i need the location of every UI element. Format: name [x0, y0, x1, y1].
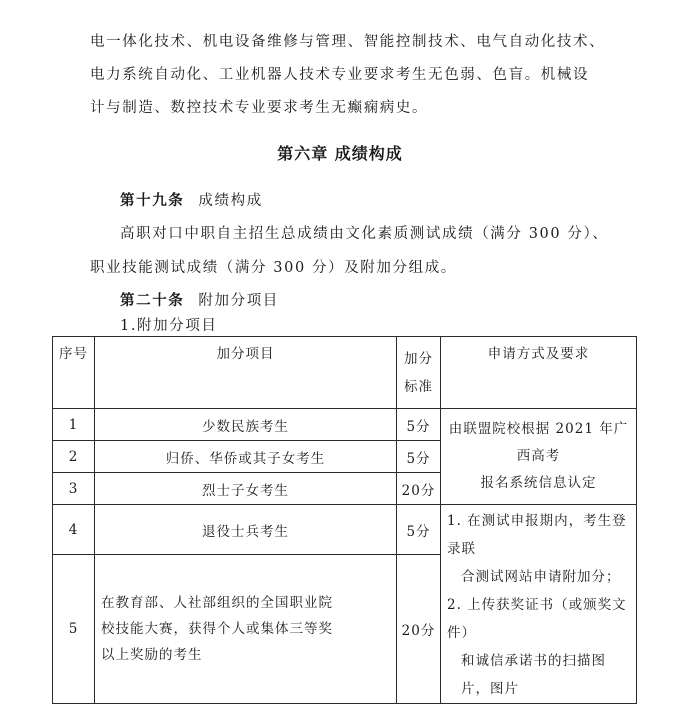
article-20-heading	[120, 289, 279, 310]
row-5-item-line-3: 以上奖励的考生	[101, 647, 203, 664]
article-19-text-line-2: 职业技能测试成绩（满分 300 分）及附加分组成。	[90, 260, 457, 276]
row-5-item-line-1: 在教育部、人社部组织的全国职业院	[101, 595, 333, 612]
requirement-b	[441, 505, 637, 704]
row-1-item: 少数民族考生	[95, 409, 397, 441]
bonus-points-table	[52, 336, 637, 704]
row-1-score: 5分	[397, 409, 441, 441]
row-4-no: 4	[53, 505, 95, 555]
row-3-item: 烈士子女考生	[95, 473, 397, 505]
article-19-number: 第十九条	[120, 192, 185, 209]
chapter-title: 第六章 成绩构成	[277, 144, 403, 163]
row-3-score: 20分	[397, 473, 441, 505]
requirement-a-line-2: 报名系统信息认定	[480, 475, 597, 491]
header-score-line-2: 标准	[404, 378, 433, 395]
table-row	[53, 505, 637, 555]
requirement-b-line-1: 1. 在测试申报期内，考生登录联	[447, 513, 627, 557]
row-5-item	[95, 555, 397, 704]
row-2-score: 5分	[397, 441, 441, 473]
requirement-b-line-3: 2. 上传获奖证书（或颁奖文件）	[447, 597, 627, 641]
row-5-score: 20分	[397, 555, 441, 704]
article-20-number: 第二十条	[120, 292, 185, 309]
requirement-a	[441, 409, 637, 505]
header-requirement: 申请方式及要求	[441, 337, 637, 409]
header-score-line-1: 加分	[404, 350, 433, 367]
table-header-row	[53, 337, 637, 409]
header-item: 加分项目	[95, 337, 397, 409]
article-19-name: 成绩构成	[198, 193, 263, 209]
article-19-text-line-1: 高职对口中职自主招生总成绩由文化素质测试成绩（满分 300 分）、	[120, 226, 609, 242]
row-1-no: 1	[53, 409, 95, 441]
article-19-heading	[120, 189, 263, 210]
header-no: 序号	[53, 337, 95, 409]
intro-line-2: 电力系统自动化、工业机器人技术专业要求考生无色弱、色盲。机械设	[90, 67, 590, 83]
row-3-no: 3	[53, 473, 95, 505]
row-4-item: 退役士兵考生	[95, 505, 397, 555]
row-2-item: 归侨、华侨或其子女考生	[95, 441, 397, 473]
requirement-a-line-1: 由联盟院校根据 2021 年广西高考	[448, 421, 629, 464]
row-4-score: 5分	[397, 505, 441, 555]
row-5-no: 5	[53, 555, 95, 704]
article-20-name: 附加分项目	[198, 293, 279, 309]
table-row	[53, 409, 637, 441]
header-score	[397, 337, 441, 409]
intro-line-3: 计与制造、数控技术专业要求考生无癫痫病史。	[90, 100, 429, 116]
intro-line-1: 电一体化技术、机电设备维修与管理、智能控制技术、电气自动化技术、	[90, 34, 606, 50]
subsection-title: 1.附加分项目	[120, 318, 218, 334]
row-5-item-line-2: 校技能大赛，获得个人或集体三等奖	[101, 621, 333, 638]
requirement-b-line-4: 和诚信承诺书的扫描图片，图片	[461, 653, 606, 697]
requirement-b-line-2: 合测试网站申请附加分；	[461, 569, 621, 585]
row-2-no: 2	[53, 441, 95, 473]
